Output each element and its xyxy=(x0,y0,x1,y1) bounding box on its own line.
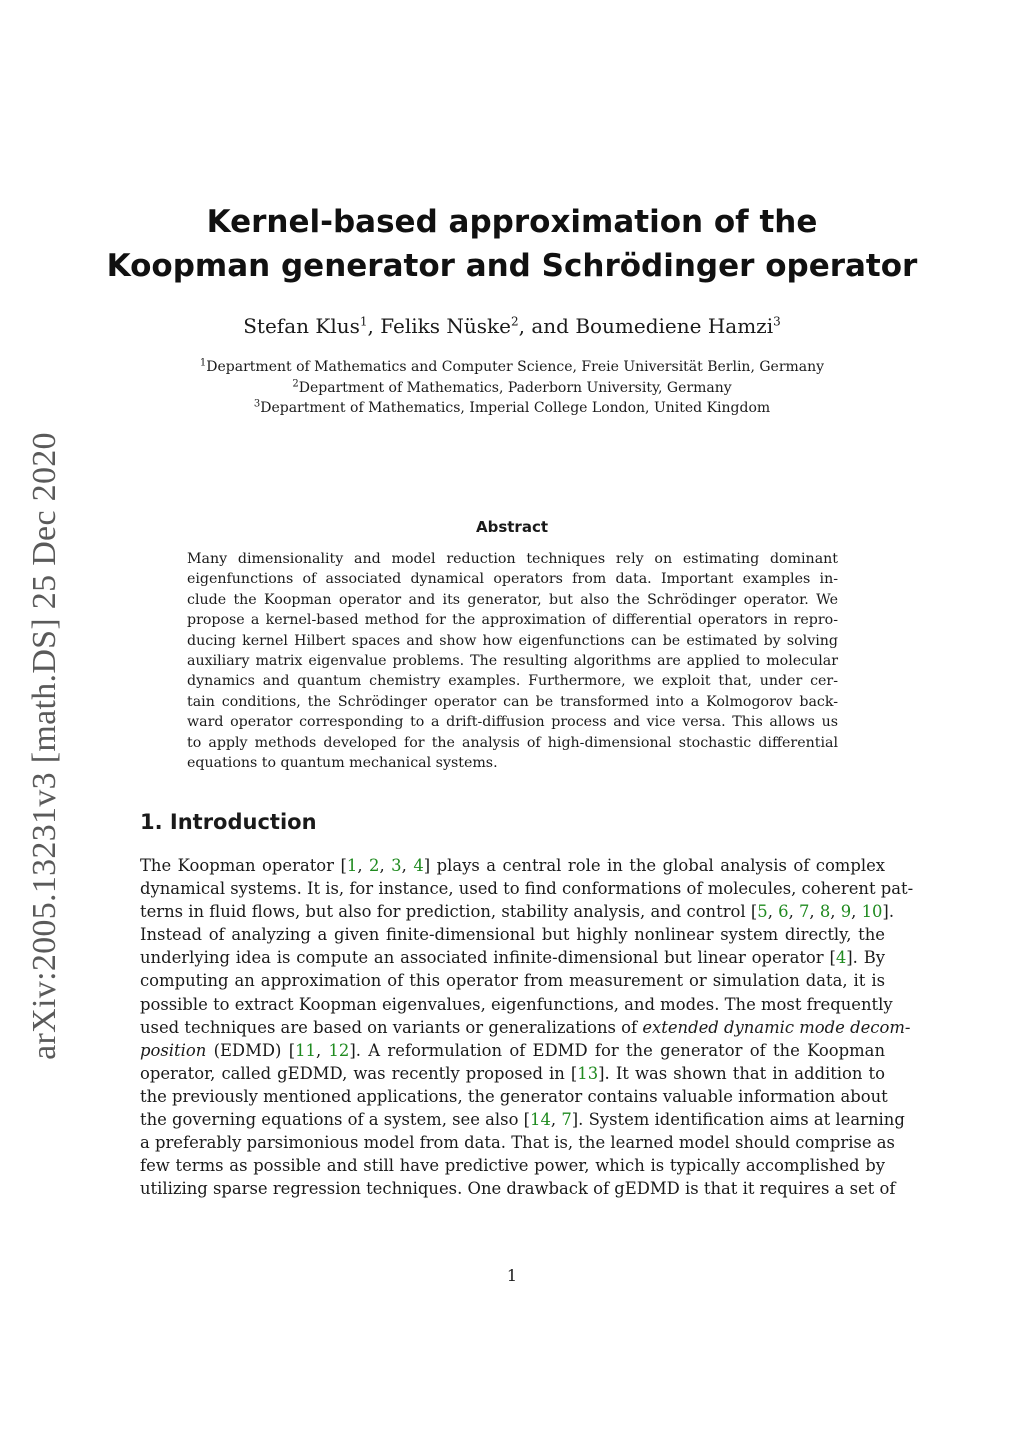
citation-link[interactable]: 6 xyxy=(778,902,789,922)
abstract-line: Many dimensionality and model reduction techniques rely on estimating dominant xyxy=(187,551,838,567)
author-2-affil: 2 xyxy=(510,314,519,329)
citation-link[interactable]: 9 xyxy=(840,902,852,922)
abstract-line: auxiliary matrix eigenvalue problems. The resulting algorithms are applied to molecular xyxy=(187,653,838,670)
paper-title xyxy=(100,200,924,288)
intro-line xyxy=(140,1108,905,1131)
title-line-2: Koopman generator and Schrödinger operator xyxy=(106,248,918,284)
intro-text: , xyxy=(379,856,392,875)
abstract-line: propose a kernel-based method for the approximation of differential operators in repro- xyxy=(187,612,838,629)
citation-link[interactable]: 13 xyxy=(577,1063,599,1083)
affiliation-2-mark: 2 xyxy=(292,377,299,389)
intro-line xyxy=(140,1016,911,1039)
intro-line: few terms as possible and still have predictive power, which is typically accomplished by xyxy=(140,1156,885,1176)
intro-line: Instead of analyzing a given finite-dimensional but highly nonlinear system directly, the xyxy=(140,925,885,945)
abstract-line: to apply methods developed for the analysis of high-dimensional stochastic differential xyxy=(187,734,838,751)
citation-link[interactable]: 2 xyxy=(369,856,380,875)
author-list xyxy=(100,312,924,340)
abstract-line: dynamics and quantum chemistry examples. Furthermore, we exploit that, under cer- xyxy=(187,673,838,690)
citation-link[interactable]: 14 xyxy=(530,1110,551,1130)
intro-line: computing an approximation of this operator from measurement or simulation data, it is xyxy=(140,971,885,991)
intro-text: , xyxy=(357,856,370,875)
citation-link[interactable]: 4 xyxy=(413,856,424,875)
citation-link[interactable]: 11 xyxy=(295,1040,316,1060)
affiliation-3-text: Department of Mathematics, Imperial College London, United Kingdom xyxy=(260,400,771,416)
author-3: Boumediene Hamzi xyxy=(575,314,774,338)
abstract-line: ducing kernel Hilbert spaces and show how eigenfunctions can be estimated by solving xyxy=(187,632,838,649)
intro-text: , xyxy=(830,902,841,922)
affiliation-2-text: Department of Mathematics, Paderborn University, Germany xyxy=(298,379,732,396)
intro-emphasis: extended dynamic mode decom- xyxy=(642,1017,911,1037)
affiliation-1 xyxy=(100,357,924,378)
intro-text: ]. It was shown that in addition to xyxy=(598,1063,885,1083)
abstract-line: clude the Koopman operator and its generator, but also the Schrödinger operator. We xyxy=(187,591,838,608)
intro-text: ]. A reformulation of EDMD for the generator of the Koopman xyxy=(349,1040,885,1060)
affiliation-3-mark: 3 xyxy=(253,398,261,410)
intro-line xyxy=(140,1039,885,1062)
citation-link[interactable]: 12 xyxy=(328,1040,350,1060)
intro-line xyxy=(140,946,885,969)
citation-link[interactable]: 1 xyxy=(346,856,358,875)
intro-text: , xyxy=(809,902,820,922)
intro-text: The Koopman operator [ xyxy=(140,856,347,875)
intro-text: ] plays a central role in the global analysis of complex xyxy=(423,856,886,875)
affiliation-3 xyxy=(100,398,924,419)
intro-text: ]. xyxy=(882,902,895,922)
abstract-line: eigenfunctions of associated dynamical operators from data. Important examples in- xyxy=(187,571,838,588)
intro-line: the previously mentioned applications, the generator contains valuable information about xyxy=(140,1086,888,1106)
citation-link[interactable]: 7 xyxy=(798,902,810,922)
intro-text: , xyxy=(315,1040,329,1060)
intro-emphasis: position xyxy=(140,1040,207,1060)
author-1: Stefan Klus xyxy=(243,314,360,338)
affiliation-2 xyxy=(100,378,924,399)
author-1-affil: 1 xyxy=(359,314,368,329)
intro-line: possible to extract Koopman eigenvalues, eigenfunctions, and modes. The most frequently xyxy=(140,994,893,1014)
intro-text: , xyxy=(788,902,799,922)
intro-text: operator, called gEDMD, was recently proposed in [ xyxy=(140,1063,578,1083)
citation-link[interactable]: 5 xyxy=(757,902,768,922)
intro-text: , xyxy=(401,856,414,875)
author-sep-2: , and xyxy=(518,314,576,338)
intro-text: underlying idea is compute an associated infinite-dimensional but linear operator [ xyxy=(140,948,836,968)
page-number: 1 xyxy=(506,1266,518,1285)
abstract-line: tain conditions, the Schrödinger operator can be transformed into a Kolmogorov back- xyxy=(187,693,838,710)
affiliation-1-mark: 1 xyxy=(199,357,207,369)
affiliation-1-text: Department of Mathematics and Computer Science, Freie Universität Berlin, Germany xyxy=(206,359,825,375)
intro-line xyxy=(140,854,885,877)
abstract-body xyxy=(187,549,838,773)
intro-line: a preferably parsimonious model from data. That is, the learned model should comprise as xyxy=(140,1133,895,1153)
citation-link[interactable]: 7 xyxy=(561,1110,572,1130)
abstract-line: equations to quantum mechanical systems. xyxy=(187,755,498,772)
affiliations xyxy=(100,357,924,419)
intro-text: , xyxy=(550,1110,562,1130)
author-sep-1: , xyxy=(367,314,381,338)
intro-text: ]. System identification aims at learning xyxy=(571,1110,905,1130)
intro-text: used techniques are based on variants or generalizations of xyxy=(140,1017,643,1037)
intro-line xyxy=(140,1062,885,1085)
intro-text: ]. By xyxy=(846,948,885,968)
intro-text: (EDMD) [ xyxy=(206,1040,296,1060)
author-3-affil: 3 xyxy=(773,314,781,329)
abstract-line: ward operator corresponding to a drift-diffusion process and vice versa. This allows us xyxy=(187,714,838,731)
arxiv-id-text: arXiv:2005.13231v3 [math.DS] 25 Dec 2020 xyxy=(26,432,63,1060)
intro-text: , xyxy=(767,902,779,922)
citation-link[interactable]: 10 xyxy=(861,902,883,922)
abstract-heading: Abstract xyxy=(475,518,549,536)
intro-text: terns in fluid flows, but also for prediction, stability analysis, and control [ xyxy=(140,902,758,922)
citation-link[interactable]: 3 xyxy=(391,856,402,875)
introduction-body xyxy=(140,854,914,1200)
citation-link[interactable]: 8 xyxy=(819,902,831,922)
intro-line: utilizing sparse regression techniques. One drawback of gEDMD is that it requires a set of xyxy=(140,1179,896,1199)
intro-text: the governing equations of a system, see also [ xyxy=(140,1110,531,1130)
intro-line: dynamical systems. It is, for instance, used to find conformations of molecules, coherent pat- xyxy=(140,879,914,899)
author-2: Feliks Nüske xyxy=(380,314,511,338)
section-heading-introduction: 1. Introduction xyxy=(140,810,317,834)
title-line-1: Kernel-based approximation of the xyxy=(206,204,818,240)
intro-text: , xyxy=(851,902,862,922)
citation-link[interactable]: 4 xyxy=(835,948,847,968)
intro-line xyxy=(140,900,895,923)
arxiv-identifier xyxy=(24,426,66,1066)
